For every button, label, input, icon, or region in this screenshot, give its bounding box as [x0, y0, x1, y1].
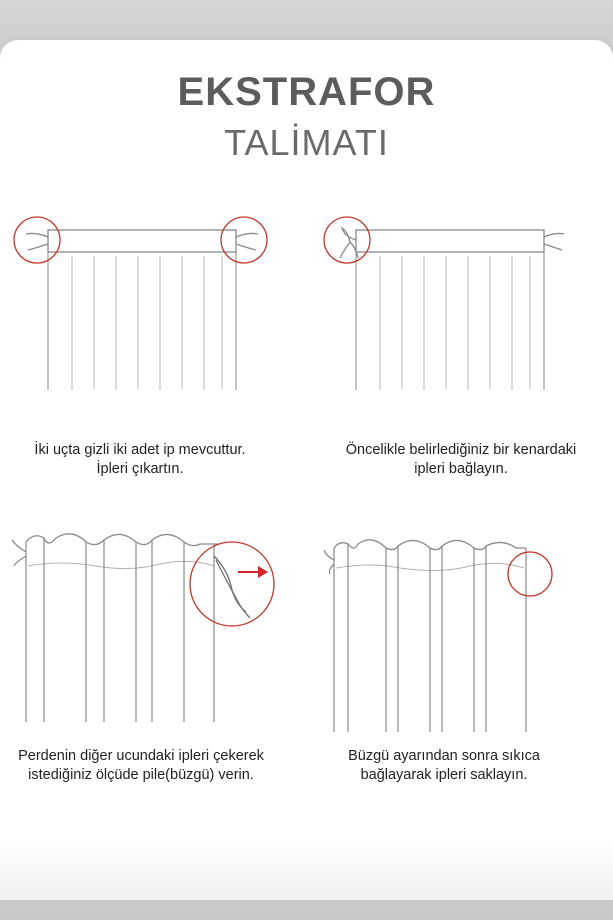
step-2-knot	[340, 228, 358, 258]
step-3-tape-line	[28, 561, 214, 568]
step-1-curtain-folds	[48, 252, 236, 390]
step-3-diagram	[12, 534, 274, 722]
step-3-pleated-top	[26, 534, 220, 546]
step-3-caption	[4, 747, 278, 785]
step-2-caption-line-2: ipleri bağlayın.	[414, 461, 508, 477]
page-title: EKSTRAFOR	[177, 70, 436, 114]
step-4-highlight-circle	[508, 552, 552, 596]
step-4-caption-line-2: bağlayarak ipleri saklayın.	[360, 767, 528, 783]
step-1-caption	[10, 441, 270, 479]
step-4-left-knot	[324, 550, 334, 574]
step-1-caption-line-2: İpleri çıkartın.	[96, 461, 184, 477]
step-3-left-knot	[12, 540, 26, 566]
step-3-pull-arrow	[238, 566, 268, 578]
step-4-diagram	[324, 540, 552, 732]
step-2-right-strings	[544, 233, 564, 250]
step-1-caption-line-1: İki uçta gizli iki adet ip mevcuttur.	[34, 442, 246, 458]
step-4-caption	[320, 747, 568, 785]
step-1-heading-tape	[48, 230, 236, 252]
step-3-caption-line-2: istediğiniz ölçüde pile(büzgü) verin.	[28, 767, 254, 783]
step-1-diagram	[14, 217, 267, 390]
step-3-highlight-circle	[190, 542, 274, 626]
step-2-heading-tape	[356, 230, 544, 252]
step-1-left-strings	[26, 233, 48, 250]
step-3-pulled-strings	[214, 556, 250, 618]
step-3-caption-line-1: Perdenin diğer ucundaki ipleri çekerek	[18, 748, 264, 764]
step-1-right-strings	[236, 233, 258, 250]
step-4-curtain-folds	[334, 544, 526, 732]
step-2-diagram	[324, 217, 564, 390]
step-3-curtain-folds	[26, 538, 214, 722]
step-2-caption-line-1: Öncelikle belirlediğiniz bir kenardaki	[345, 442, 577, 458]
page-subtitle: TALİMATI	[224, 122, 389, 163]
step-2-curtain-folds	[356, 252, 544, 390]
step-2-caption	[330, 441, 592, 479]
step-4-caption-line-1: Büzgü ayarından sonra sıkıca	[348, 748, 540, 764]
